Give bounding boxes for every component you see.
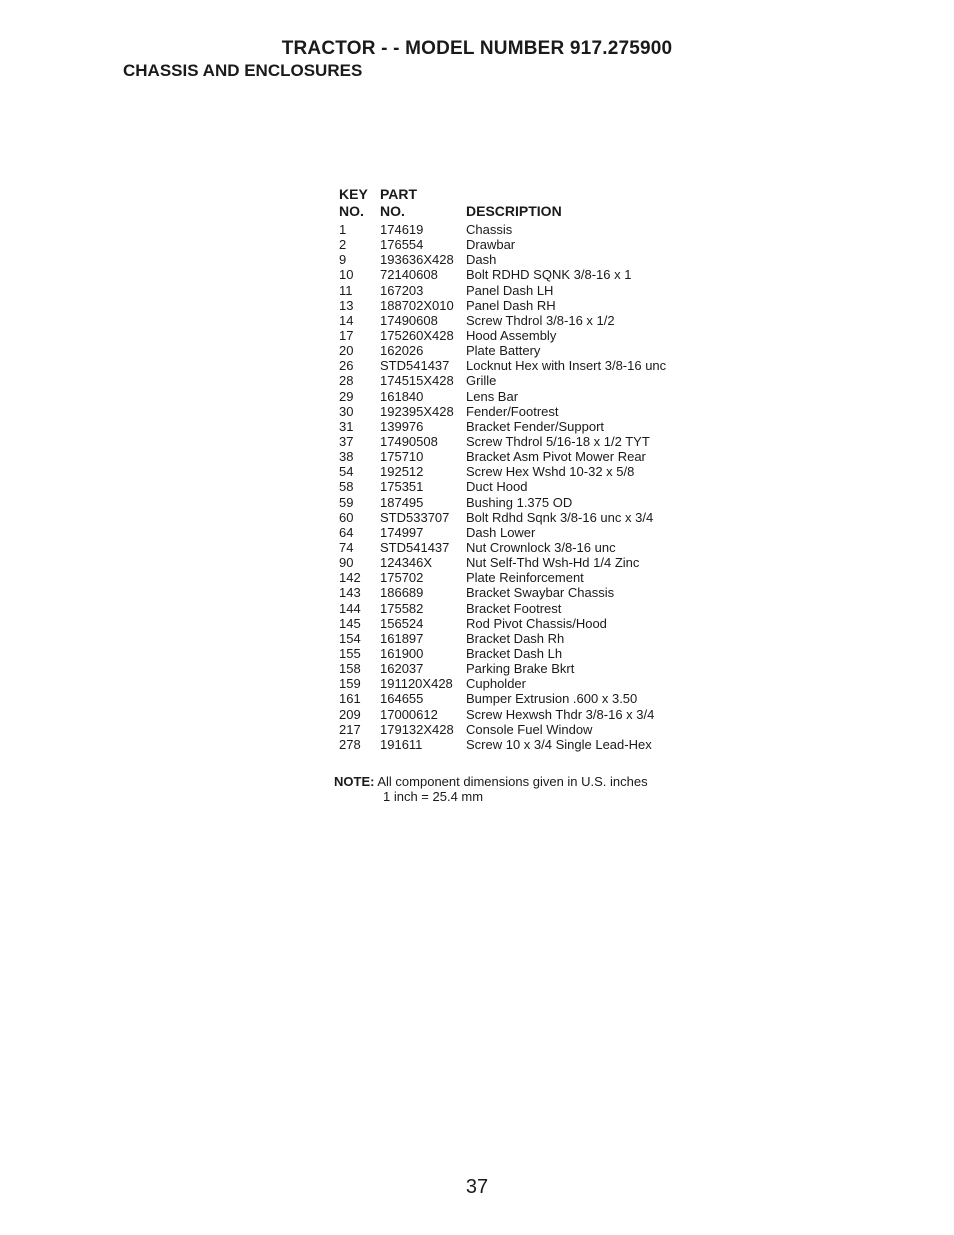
table-row — [339, 646, 666, 661]
description-cell: Panel Dash LH — [466, 282, 554, 298]
description-cell: Nut Self-Thd Wsh-Hd 1/4 Zinc — [466, 555, 640, 571]
description-cell: Fender/Footrest — [466, 403, 559, 419]
key-cell: 142 — [339, 570, 361, 586]
parts-list — [339, 222, 666, 752]
description-cell: Screw 10 x 3/4 Single Lead-Hex — [466, 736, 652, 752]
key-cell: 158 — [339, 661, 361, 677]
part-number-cell: 174515X428 — [380, 373, 454, 389]
table-row — [339, 434, 666, 449]
part-number-cell: STD533707 — [380, 509, 450, 525]
description-cell: Bolt Rdhd Sqnk 3/8-16 unc x 3/4 — [466, 509, 654, 525]
key-cell: 60 — [339, 509, 354, 525]
part-number-cell: 176554 — [380, 237, 424, 253]
header-key: KEY — [339, 186, 368, 202]
table-row — [339, 495, 666, 510]
description-cell: Bracket Dash Lh — [466, 645, 563, 661]
part-number-cell: 17490608 — [380, 312, 438, 328]
description-cell: Bracket Dash Rh — [466, 630, 565, 646]
key-cell: 29 — [339, 388, 354, 404]
description-cell: Hood Assembly — [466, 327, 557, 343]
key-cell: 154 — [339, 630, 361, 646]
description-cell: Bushing 1.375 OD — [466, 494, 573, 510]
key-cell: 37 — [339, 433, 354, 449]
table-row — [339, 389, 666, 404]
parts-table-header — [339, 186, 666, 220]
part-number-cell: 175260X428 — [380, 327, 454, 343]
table-row — [339, 737, 666, 752]
part-number-cell: 17000612 — [380, 706, 438, 722]
page-title: TRACTOR - - MODEL NUMBER 917.275900 — [281, 38, 673, 59]
key-cell: 161 — [339, 691, 361, 707]
description-cell: Plate Reinforcement — [466, 570, 584, 586]
description-cell: Screw Thdrol 5/16-18 x 1/2 TYT — [466, 433, 650, 449]
table-row — [339, 691, 666, 706]
table-row — [339, 616, 666, 631]
table-row — [339, 707, 666, 722]
part-number-cell: 179132X428 — [380, 721, 454, 737]
key-cell: 1 — [339, 222, 347, 237]
key-cell: 278 — [339, 736, 361, 752]
table-row — [339, 449, 666, 464]
description-cell: Grille — [466, 373, 497, 389]
page-number: 37 — [465, 1176, 489, 1198]
key-cell: 209 — [339, 706, 361, 722]
header-part: PART — [380, 186, 418, 202]
description-cell: Console Fuel Window — [466, 721, 593, 737]
key-cell: 38 — [339, 449, 354, 465]
description-cell: Locknut Hex with Insert 3/8-16 unc — [466, 358, 667, 374]
key-cell: 28 — [339, 373, 354, 389]
part-number-cell: 188702X010 — [380, 297, 454, 313]
table-row — [339, 328, 666, 343]
part-number-cell: 174997 — [380, 524, 424, 540]
key-cell: 144 — [339, 600, 361, 616]
part-number-cell: 193636X428 — [380, 252, 454, 268]
part-number-cell: 161900 — [380, 645, 424, 661]
key-cell: 2 — [339, 237, 347, 253]
part-number-cell: 192395X428 — [380, 403, 454, 419]
key-cell: 17 — [339, 327, 354, 343]
description-cell: Bolt RDHD SQNK 3/8-16 x 1 — [466, 267, 632, 283]
description-cell: Bumper Extrusion .600 x 3.50 — [466, 691, 638, 707]
part-number-cell: STD541437 — [380, 539, 450, 555]
key-cell: 13 — [339, 297, 354, 313]
table-row — [339, 661, 666, 676]
key-cell: 217 — [339, 721, 361, 737]
key-cell: 59 — [339, 494, 354, 510]
table-row — [339, 722, 666, 737]
part-number-cell: 17490508 — [380, 433, 438, 449]
note-label: NOTE: — [334, 774, 375, 789]
key-cell: 20 — [339, 343, 354, 359]
key-cell: 145 — [339, 615, 361, 631]
key-cell: 10 — [339, 267, 354, 283]
table-row — [339, 464, 666, 479]
note-line2: 1 inch = 25.4 mm — [383, 789, 484, 804]
table-row — [339, 343, 666, 358]
description-cell: Panel Dash RH — [466, 297, 556, 313]
header-key-no: NO. — [339, 203, 364, 219]
part-number-cell: 124346X — [380, 555, 433, 571]
description-cell: Plate Battery — [466, 343, 541, 359]
table-row — [339, 313, 666, 328]
part-number-cell: 175351 — [380, 479, 424, 495]
key-cell: 90 — [339, 555, 354, 571]
section-title: CHASSIS AND ENCLOSURES — [123, 61, 363, 80]
table-row — [339, 404, 666, 419]
description-cell: Dash — [466, 252, 497, 268]
note — [334, 774, 648, 804]
description-cell: Bracket Footrest — [466, 600, 562, 616]
table-row — [339, 283, 666, 298]
table-row — [339, 419, 666, 434]
part-number-cell: 191611 — [380, 736, 423, 752]
part-number-cell: 187495 — [380, 494, 424, 510]
key-cell: 26 — [339, 358, 354, 374]
table-row — [339, 222, 666, 237]
table-row — [339, 570, 666, 585]
description-cell: Nut Crownlock 3/8-16 unc — [466, 539, 616, 555]
description-cell: Cupholder — [466, 676, 526, 692]
part-number-cell: 175702 — [380, 570, 424, 586]
table-row — [339, 631, 666, 646]
description-cell: Duct Hood — [466, 479, 528, 495]
parts-table — [339, 186, 666, 752]
key-cell: 11 — [339, 282, 353, 298]
part-number-cell: 156524 — [380, 615, 424, 631]
table-row — [339, 267, 666, 282]
key-cell: 143 — [339, 585, 361, 601]
key-cell: 54 — [339, 464, 354, 480]
part-number-cell: 167203 — [380, 282, 424, 298]
description-cell: Dash Lower — [466, 524, 536, 540]
part-number-cell: 161897 — [380, 630, 424, 646]
part-number-cell: 164655 — [380, 691, 424, 707]
part-number-cell: 186689 — [380, 585, 424, 601]
part-number-cell: 72140608 — [380, 267, 438, 283]
key-cell: 30 — [339, 403, 354, 419]
header-description: DESCRIPTION — [466, 203, 562, 219]
description-cell: Bracket Fender/Support — [466, 418, 605, 434]
key-cell: 74 — [339, 539, 354, 555]
description-cell: Chassis — [466, 222, 513, 237]
table-row — [339, 479, 666, 494]
key-cell: 14 — [339, 312, 354, 328]
part-number-cell: 175710 — [380, 449, 424, 465]
note-line1: All component dimensions given in U.S. inches — [377, 774, 648, 789]
description-cell: Rod Pivot Chassis/Hood — [466, 615, 607, 631]
table-row — [339, 373, 666, 388]
key-cell: 58 — [339, 479, 354, 495]
table-row — [339, 601, 666, 616]
part-number-cell: 139976 — [380, 418, 424, 434]
description-cell: Drawbar — [466, 237, 516, 253]
key-cell: 64 — [339, 524, 354, 540]
part-number-cell: 161840 — [380, 388, 424, 404]
description-cell: Screw Hexwsh Thdr 3/8-16 x 3/4 — [466, 706, 655, 722]
table-row — [339, 510, 666, 525]
header-part-no: NO. — [380, 203, 405, 219]
table-row — [339, 237, 666, 252]
table-row — [339, 540, 666, 555]
table-row — [339, 525, 666, 540]
part-number-cell: STD541437 — [380, 358, 450, 374]
description-cell: Lens Bar — [466, 388, 519, 404]
key-cell: 9 — [339, 252, 347, 268]
key-cell: 155 — [339, 645, 361, 661]
table-row — [339, 676, 666, 691]
description-cell: Bracket Swaybar Chassis — [466, 585, 615, 601]
description-cell: Bracket Asm Pivot Mower Rear — [466, 449, 646, 465]
table-row — [339, 585, 666, 600]
part-number-cell: 191120X428 — [380, 676, 453, 692]
part-number-cell: 174619 — [380, 222, 424, 237]
description-cell: Parking Brake Bkrt — [466, 661, 575, 677]
part-number-cell: 175582 — [380, 600, 424, 616]
table-row — [339, 252, 666, 267]
key-cell: 159 — [339, 676, 361, 692]
description-cell: Screw Thdrol 3/8-16 x 1/2 — [466, 312, 615, 328]
key-cell: 31 — [339, 418, 354, 434]
table-row — [339, 555, 666, 570]
part-number-cell: 162037 — [380, 661, 424, 677]
part-number-cell: 162026 — [380, 343, 424, 359]
table-row — [339, 298, 666, 313]
description-cell: Screw Hex Wshd 10-32 x 5/8 — [466, 464, 635, 480]
table-row — [339, 358, 666, 373]
part-number-cell: 192512 — [380, 464, 424, 480]
